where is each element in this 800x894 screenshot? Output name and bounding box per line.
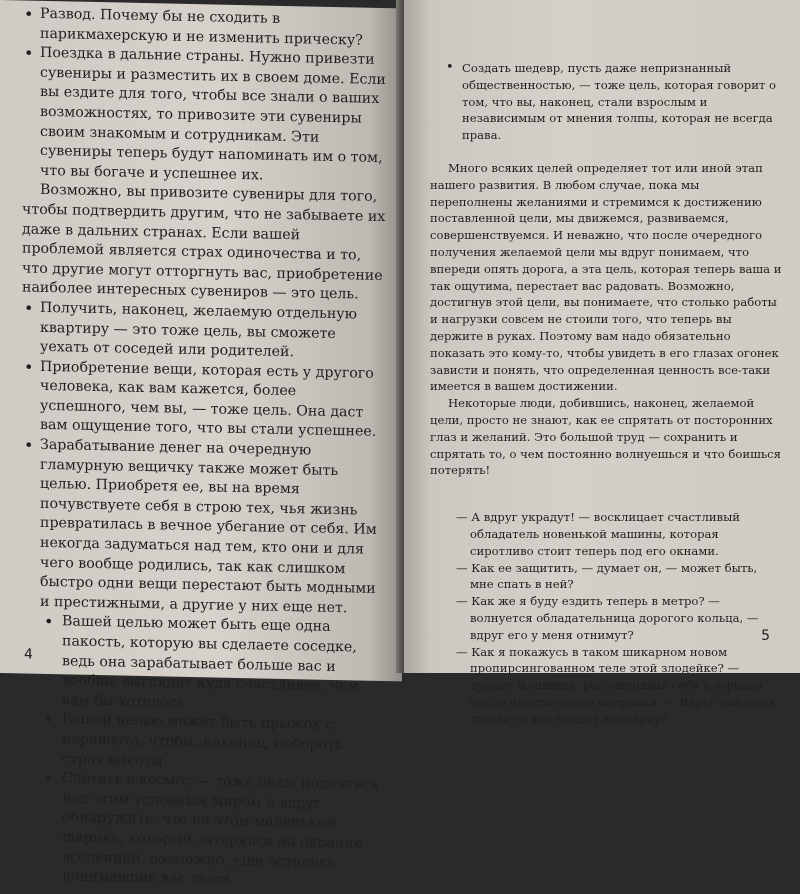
list-item xyxy=(22,44,386,189)
list-item-text: Развод. Почему бы не сходить в парикмахерскую и не изменить прическу? xyxy=(40,5,363,49)
sub-list-item xyxy=(22,710,386,776)
bullet-icon: • xyxy=(44,769,54,789)
bullet-icon: • xyxy=(24,43,34,63)
list-item-text: Создать шедевр, пусть даже непризнанный общественностью, — тоже цель, которая говорит о том, что вы, наконец, стали взрослым и независимым от мнения толпы, которая не всегда права. xyxy=(462,61,777,143)
list-item-text: Вашей целью может быть еще одна пакость, которую вы сделаете соседке, ведь она зарабатывает больше вас и вообще выглядит куда счастливее, чем вам бы хотелось. xyxy=(62,613,359,711)
bullet-icon: • xyxy=(24,298,34,318)
list-item xyxy=(22,436,386,620)
list-item-text: Приобретение вещи, которая есть у другого человека, как вам кажется, более успешного, чем вы, — тоже цель. Она даст вам ощущение того, что вы стали успешнее. xyxy=(40,358,377,441)
dialog-line: — Как же я буду ездить теперь в метро? — волнуется обладательница дорогого кольца, — вдруг его у меня отнимут? xyxy=(456,594,759,642)
dialog-line: — А вдруг украдут! — восклицает счастливый обладатель новенькой машины, которая сиротливо стоит теперь под его окнами. xyxy=(456,510,741,558)
list-item-text: Слетать в космос — тоже цель: подняться над этим условным миром и вдруг обнаружить, что на этом маленьком шарике, который затерялся на окраине вселенной, возможно, еще остались донимавшие вас люди. xyxy=(62,770,379,889)
sub-list-item xyxy=(22,769,386,894)
dialog-line: — Как ее защитить, — думает он, — может быть, мне спать в ней? xyxy=(456,560,758,592)
right-page xyxy=(404,0,800,726)
bullet-icon: • xyxy=(44,612,54,632)
list-item-text: Получить, наконец, желаемую отдельную квартиру — это тоже цель, вы сможете уехать от соседей или родителей. xyxy=(40,299,357,361)
list-item-text: Зарабатывание денег на очередную гламурную вещичку также может быть целью. Приобретя ее, вы на время почувствуете себя в строю тех, чья жизнь превратилась в вечное убегание от себя. Им некогда задуматься над тем, кто они и для чего вообще родились, так как слишком быстро одни вещи перестают быть модными и престижными, а другие у них еще нет. xyxy=(40,436,377,617)
list-item xyxy=(22,298,386,364)
sub-list-item xyxy=(22,612,386,718)
dialog-line: — Как я покажусь в таком шикарном новом пропирсингованном теле этой злодейке? — думает женщина, рассматривая себя в зеркало после пластической операции. — Вдруг она меня сглазит и все пойдет насмарку? xyxy=(456,644,776,726)
spacer xyxy=(430,479,784,509)
bullet-icon: • xyxy=(24,4,34,24)
bullet-icon: • xyxy=(24,435,34,455)
list-item-text: Поездка в дальние страны. Нужно привезти сувениры и разместить их в своем доме. Если вы ездите для того, чтобы все знали о ваших возможностях, то привозите эти сувениры своим знакомым и сотрудникам. Эти сувениры теперь будут напоминать им о том, что вы богаче и успешнее их. xyxy=(40,45,386,184)
bullet-icon: • xyxy=(44,710,54,730)
paragraph: Много всяких целей определяет тот или иной этап нашего развития. В любом случае, пока мы переполнены желаниями и стремимся к достижению поставленной цели, мы движемся, развиваемся, совершенствуемся. И неважно, что после очередного получения желаемой цели мы вдруг понимаем, что впереди опять дорога, а эта цель, которая теперь ваша и так ощутима, перестает вас радовать. Возможно, достигнув этой цели, вы понимаете, что столько работы и нагрузки совсем не стоили того, что теперь вы держите в руках. Поэтому вам надо обязательно показать это кому-то, чтобы увидеть в его глазах огонек зависти и понять, что определенная ценность все-таки имеется в вашем достижении. xyxy=(430,160,782,394)
bullet-icon: • xyxy=(24,357,34,377)
page-number-right: 5 xyxy=(761,628,770,645)
paragraph: Возможно, вы привозите сувениры для того, чтобы подтвердить другим, что не забываете их даже в дальних странах. Если вашей проблемой является страх одиночества и то, что другие могут отторгнуть вас, приобретение наиболее интересных сувениров — это цель. xyxy=(22,182,386,303)
spacer xyxy=(430,144,784,160)
bullet-icon: • xyxy=(446,60,454,75)
list-item-text: Вашей целью может быть прыжок с парашюта, чтобы, наконец, побороть страх высоты. xyxy=(62,711,343,770)
left-page xyxy=(0,0,402,889)
page-number-left: 4 xyxy=(24,646,33,664)
list-item xyxy=(22,357,386,443)
paragraph: Некоторые люди, добившись, наконец, желаемой цели, просто не знают, как ее спрятать от посторонних глаз и желаний. Это большой труд — сохранить и спрятать то, о чем постоянно волнуешься и что боишься потерять! xyxy=(430,396,781,478)
list-item xyxy=(430,60,784,144)
